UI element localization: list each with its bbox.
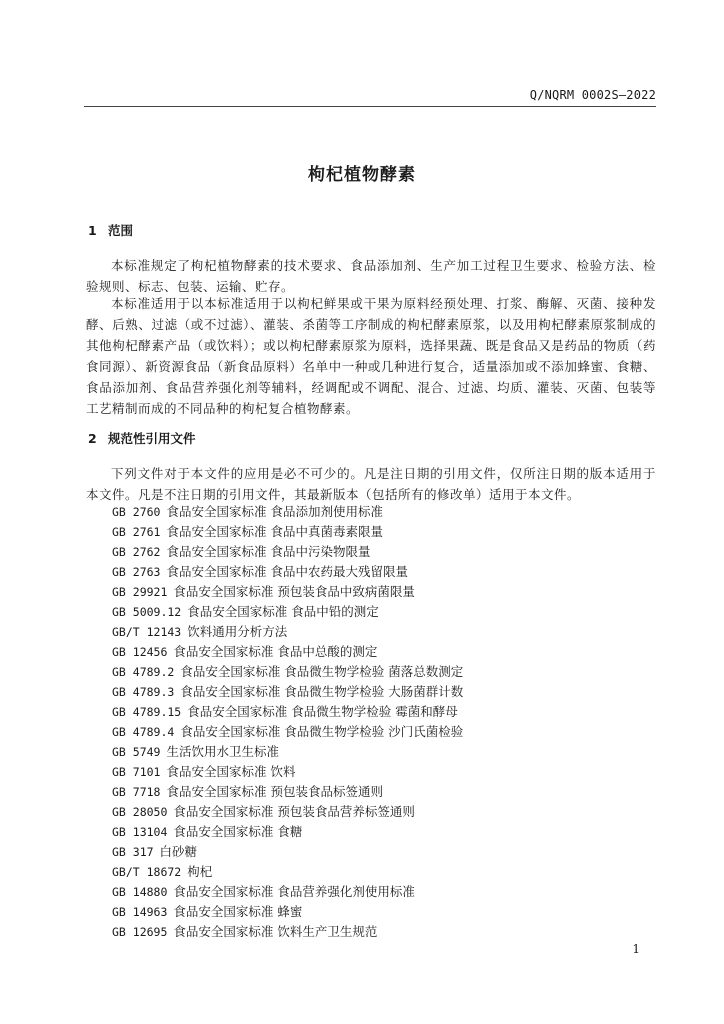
reference-title: 食品安全国家标准 食品添加剂使用标准 [166,504,383,519]
section-2-heading [88,429,196,447]
reference-code: GB 7718 [112,785,161,799]
reference-title: 食品安全国家标准 食品营养强化剂使用标准 [173,884,415,899]
reference-item [112,602,463,622]
reference-item [112,502,463,522]
reference-item [112,702,463,722]
reference-item [112,622,463,642]
reference-title: 食品安全国家标准 食品中铅的测定 [187,604,379,619]
reference-item [112,742,463,762]
reference-item [112,922,463,942]
reference-code: GB 5009.12 [112,605,182,619]
reference-item [112,682,463,702]
reference-code: GB 317 [112,845,154,859]
reference-code: GB 4789.4 [112,725,175,739]
reference-code: GB 12456 [112,645,168,659]
section-1-paragraph-1: 本标准规定了枸杞植物酵素的技术要求、食品添加剂、生产加工过程卫生要求、检验方法、检验规则、标志、包装、运输、贮存。 [86,258,656,294]
reference-item [112,842,463,862]
reference-code: GB 7101 [112,765,161,779]
reference-code: GB 13104 [112,825,168,839]
reference-title: 饮料通用分析方法 [187,624,288,639]
reference-code: GB 12695 [112,925,168,939]
reference-title: 食品安全国家标准 饮料生产卫生规范 [173,924,378,939]
reference-title: 食品安全国家标准 食品微生物学检验 霉菌和酵母 [187,704,458,719]
reference-code: GB 14963 [112,905,168,919]
reference-item [112,662,463,682]
page-number: 1 [632,942,640,956]
reference-item [112,782,463,802]
reference-code: GB/T 18672 [112,865,182,879]
reference-item [112,762,463,782]
reference-title: 白砂糖 [159,844,198,859]
reference-code: GB 2762 [112,545,161,559]
reference-item [112,542,463,562]
reference-title: 食品安全国家标准 预包装食品标签通则 [166,784,383,799]
reference-title: 食品安全国家标准 蜂蜜 [173,904,303,919]
reference-title: 食品安全国家标准 食品微生物学检验 沙门氏菌检验 [180,724,464,739]
section-1-title: 范围 [108,223,134,238]
reference-item [112,802,463,822]
reference-item [112,642,463,662]
reference-title: 食品安全国家标准 食品中农药最大残留限量 [166,564,408,579]
section-2-intro: 下列文件对于本文件的应用是必不可少的。凡是注日期的引用文件，仅所注日期的版本适用于本文件。凡是不注日期的引用文件，其最新版本（包括所有的修改单）适用于本文件。 [86,466,656,502]
reference-code: GB 29921 [112,585,168,599]
document-code: Q/NQRM 0002S—2022 [529,88,656,102]
reference-code: GB 5749 [112,745,161,759]
header-rule [84,106,656,107]
reference-title: 食品安全国家标准 食品微生物学检验 菌落总数测定 [180,664,464,679]
reference-code: GB 4789.2 [112,665,175,679]
reference-item [112,862,463,882]
reference-item [112,582,463,602]
reference-code: GB 4789.15 [112,705,182,719]
section-2-title: 规范性引用文件 [108,431,196,446]
section-1-number: 1 [88,223,97,238]
reference-item [112,522,463,542]
reference-item [112,882,463,902]
reference-code: GB 14880 [112,885,168,899]
reference-item [112,822,463,842]
reference-title: 食品安全国家标准 预包装食品中致病菌限量 [173,584,415,599]
reference-title: 生活饮用水卫生标准 [166,744,279,759]
reference-title: 食品安全国家标准 食品中总酸的测定 [173,644,378,659]
section-1-heading [88,221,133,239]
reference-title: 枸杞 [187,864,213,879]
reference-title: 食品安全国家标准 食品中污染物限量 [166,544,371,559]
section-2-number: 2 [88,431,97,446]
reference-title: 食品安全国家标准 食品中真菌毒素限量 [166,524,383,539]
reference-title: 食品安全国家标准 食糖 [173,824,303,839]
reference-title: 食品安全国家标准 预包装食品营养标签通则 [173,804,415,819]
section-1-paragraph-2: 本标准适用于以本标准适用于以枸杞鲜果或干果为原料经预处理、打浆、酶解、灭菌、接种发酵、后熟、过滤（或不过滤）、灌装、杀菌等工序制成的枸杞酵素原浆，以及用枸杞酵素原浆制成的其他枸杞酵素产品（或饮料）；或以枸杞酵素原浆为原料，选择果蔬、既是食品又是药品的物质（药食同源）、新资源食品（新食品原料）名单中一种或几种进行复合，适量添加或不添加蜂蜜、食糖、食品添加剂、食品营养强化剂等辅料，经调配或不调配、混合、过滤、均质、灌装、灭菌、包装等工艺精制而成的不同品种的枸杞复合植物酵素。 [86,296,656,416]
reference-title: 食品安全国家标准 饮料 [166,764,296,779]
reference-code: GB 2760 [112,505,161,519]
reference-title: 食品安全国家标准 食品微生物学检验 大肠菌群计数 [180,684,464,699]
reference-code: GB 2763 [112,565,161,579]
reference-code: GB/T 12143 [112,625,182,639]
reference-item [112,562,463,582]
document-title: 枸杞植物酵素 [308,165,416,185]
reference-item [112,722,463,742]
reference-item [112,902,463,922]
reference-code: GB 4789.3 [112,685,175,699]
reference-list [112,502,463,942]
reference-code: GB 28050 [112,805,168,819]
reference-code: GB 2761 [112,525,161,539]
